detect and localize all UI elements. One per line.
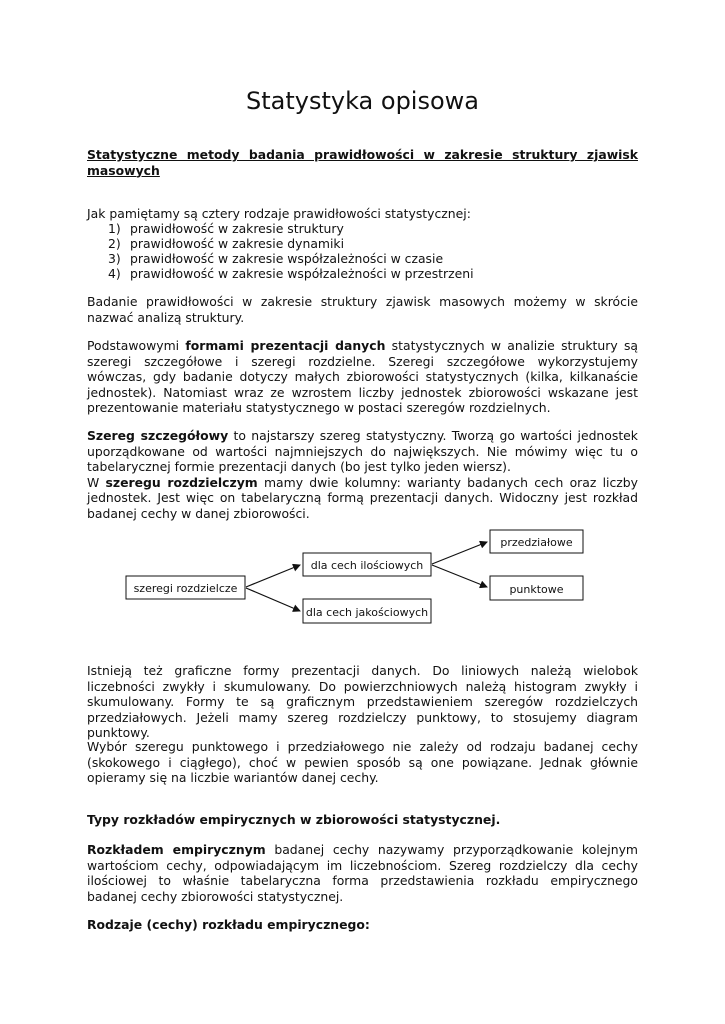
- page-title: Statystyka opisowa: [245, 87, 479, 115]
- box-point-label: punktowe: [509, 583, 564, 596]
- arrow-to-interval: [432, 542, 487, 564]
- paragraph-choice: Wybór szeregu punktowego i przedziałowego nie zależy od rodzaju badanej cechy (skokowego i ciągłego), choć w pewien sposób są one powiązane. Jednak głównie opieramy się na liczbie wariantów danej cechy.: [87, 739, 638, 785]
- heading-distribution-types: Typy rozkładów empirycznych w zbiorowości statystycznej.: [87, 812, 501, 827]
- list-item: 2) prawidłowość w zakresie dynamiki: [108, 236, 345, 251]
- list-item: 3) prawidłowość w zakresie współzależności w czasie: [108, 251, 444, 266]
- paragraph-structure-analysis: Badanie prawidłowości w zakresie struktury zjawisk masowych możemy w skrócie nazwać analizą struktury.: [87, 294, 638, 325]
- box-interval: [490, 530, 583, 553]
- paragraph-empirical-distribution: Rozkładem empirycznym badanej cechy nazywamy przyporządkowanie kolejnym wartościom cechy, odpowiadającym im liczebnościom. Szereg rozdzielczy dla cechy ilościowej to właśnie tabelaryczna forma przedstawienia rozkładu empirycznego badanej cechy zbiorowości statystycznej.: [87, 842, 638, 904]
- intro-paragraph: Jak pamiętamy są cztery rodzaje prawidłowości statystycznej:: [87, 206, 471, 221]
- arrow-to-point: [432, 565, 487, 587]
- paragraph-graphic-forms: Istnieją też graficzne formy prezentacji danych. Do liniowych należą wielobok liczebności zwykły i skumulowany. Do powierzchniowych należą histogram zwykły i skumulowany. Formy te są graficznym przedstawieniem szeregów rozdzielczych przedziałowych. Jeżeli mamy szereg rozdzielczy punktowy, to stosujemy diagram punktowy.: [87, 663, 638, 740]
- paragraph-series: Szereg szczegółowy to najstarszy szereg statystyczny. Tworzą go wartości jednostek uporządkowane od wartości najmniejszych do największych. Nie mówimy więc tu o tabelarycznej formie prezentacji danych (bo jest tylko jeden wiersz). W szeregu rozdzielczym mamy dwie kolumny: warianty badanych cech oraz liczby jednostek. Jest więc on tabelaryczną formą prezentacji danych. Widoczny jest rozkład badanej cechy w danej zbiorowości.: [87, 428, 638, 521]
- box-root: [126, 576, 245, 599]
- box-quantitative-label: dla cech ilościowych: [310, 559, 424, 572]
- section-heading-structure: Statystyczne metody badania prawidłowości w zakresie struktury zjawisk masowych: [87, 147, 638, 178]
- box-quantitative: [303, 553, 431, 576]
- box-qualitative-label: dla cech jakościowych: [305, 606, 429, 619]
- regularity-list: [108, 221, 474, 281]
- box-point: [490, 576, 583, 600]
- box-qualitative: [303, 599, 431, 623]
- paragraph-forms: Podstawowymi formami prezentacji danych statystycznych w analizie struktury są szeregi szczegółowe i szeregi rozdzielne. Szeregi szczegółowe wykorzystujemy wówczas, gdy badanie dotyczy małych zbiorowości statystycznych (kilka, kilkanaście jednostek). Natomiast wraz ze wzrostem liczby jednostek zbiorowości wskazane jest prezentowanie materiału statystycznego w postaci szeregów rozdzielnych.: [87, 338, 639, 415]
- list-item: 1) prawidłowość w zakresie struktury: [108, 221, 344, 236]
- arrow-to-qualitative: [246, 588, 300, 611]
- box-interval-label: przedziałowe: [500, 536, 573, 549]
- series-diagram: [0, 520, 725, 640]
- box-root-label: szeregi rozdzielcze: [133, 582, 238, 595]
- heading-distribution-features: Rodzaje (cechy) rozkładu empirycznego:: [87, 917, 370, 932]
- list-item: 4) prawidłowość w zakresie współzależności w przestrzeni: [108, 266, 474, 281]
- arrow-to-quantitative: [246, 565, 300, 587]
